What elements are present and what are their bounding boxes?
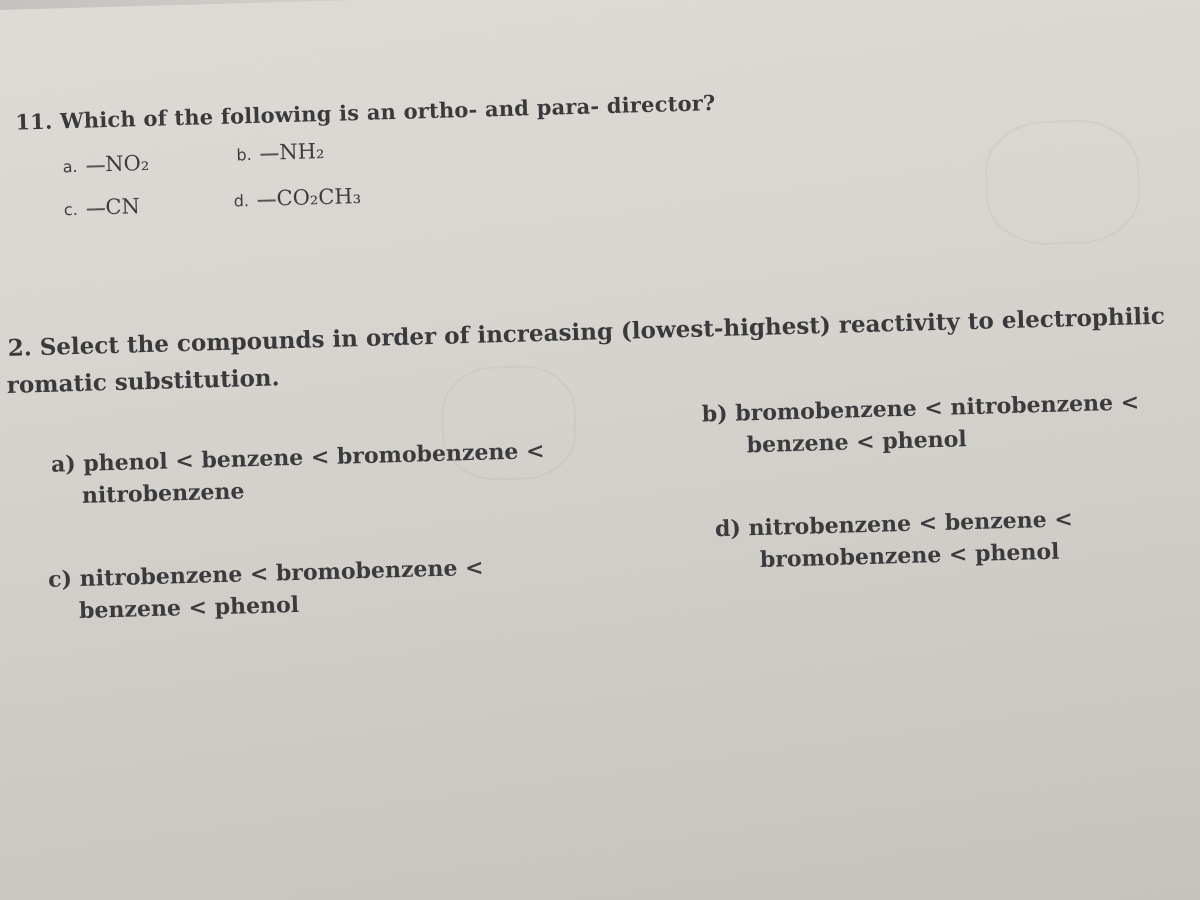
- answer-line-1: b) bromobenzene < nitrobenzene <: [701, 389, 1140, 428]
- option-value: CO₂CH₃: [276, 183, 362, 211]
- question-11-option-c[interactable]: [64, 194, 141, 220]
- option-label: b.: [236, 145, 252, 165]
- option-value: NH₂: [278, 139, 325, 165]
- answer-line-2: benzene < phenol: [746, 426, 968, 459]
- option-label: a.: [62, 156, 78, 177]
- bond-dash: [260, 153, 278, 156]
- question-12-answer-b[interactable]: [701, 385, 1200, 463]
- answer-line-2: benzene < phenol: [78, 591, 300, 625]
- answer-line-2: bromobenzene < phenol: [759, 538, 1060, 573]
- option-value: CN: [105, 194, 141, 220]
- question-11-option-a[interactable]: [62, 151, 149, 177]
- answer-line-1: d) nitrobenzene < benzene <: [714, 506, 1074, 543]
- bond-dash: [86, 165, 104, 168]
- option-value: NO₂: [104, 150, 150, 177]
- question-12-answer-c[interactable]: [48, 548, 610, 628]
- bond-dash: [86, 208, 104, 211]
- bleed-through-ring: [984, 118, 1141, 246]
- option-label: c.: [63, 199, 79, 220]
- bond-dash: [258, 199, 276, 202]
- question-12-stem-line-2: romatic substitution.: [6, 364, 280, 399]
- question-11-stem: 11. Which of the following is an ortho- and para- director?: [15, 90, 716, 135]
- option-label: d.: [233, 191, 250, 211]
- answer-line-2: nitrobenzene: [81, 478, 245, 509]
- answer-line-1: c) nitrobenzene < bromobenzene <: [47, 554, 484, 593]
- question-12-answer-a[interactable]: [51, 432, 643, 512]
- bleed-through-strip: [0, 0, 1200, 10]
- question-12-answer-d[interactable]: [715, 499, 1200, 577]
- question-12-stem-line-1: 2. Select the compounds in order of increasing (lowest-highest) reactivity to electrophilic: [7, 302, 1166, 362]
- answer-line-1: a) phenol < benzene < bromobenzene <: [50, 437, 545, 478]
- question-11-option-b[interactable]: [236, 139, 325, 165]
- question-11-option-d[interactable]: [233, 184, 361, 212]
